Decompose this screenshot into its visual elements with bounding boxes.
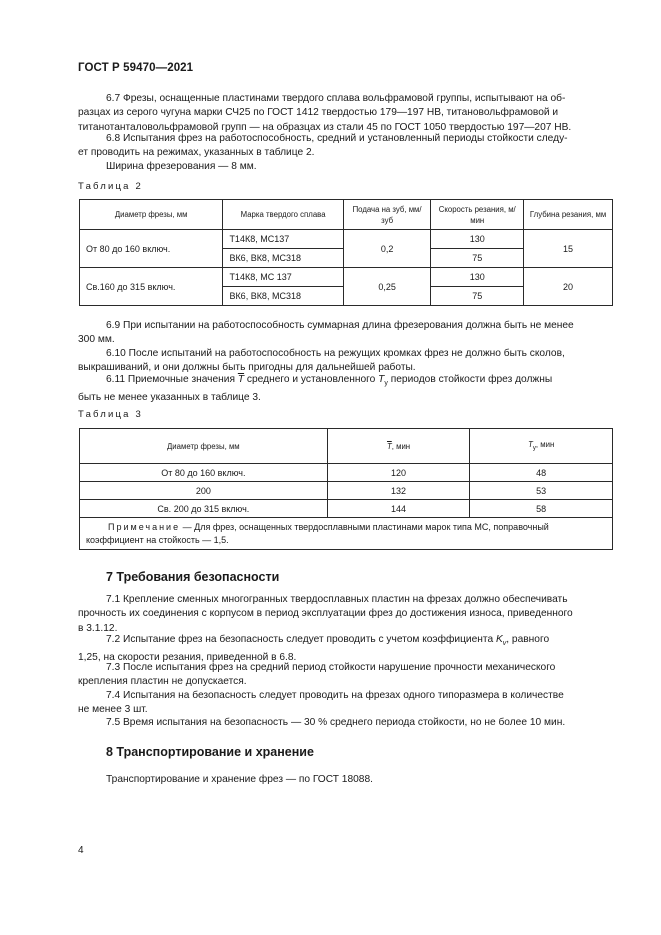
table-2 xyxy=(79,199,613,306)
cell-t-set: 58 xyxy=(470,500,613,518)
paragraph-6-9 xyxy=(78,319,616,348)
paragraph-7-4 xyxy=(78,689,616,718)
paragraph-line: не менее 3 шт. xyxy=(78,704,148,716)
cell-t-mean: 132 xyxy=(327,482,470,500)
cell-grade: ВК6, ВК8, МС318 xyxy=(223,249,343,268)
unit-label: , мин xyxy=(535,440,555,450)
cell-speed: 130 xyxy=(431,230,524,249)
table-header-row xyxy=(80,200,613,230)
section-8-heading: 8 Транспортирование и хранение xyxy=(106,745,314,759)
text-fragment: среднего и установленного xyxy=(246,374,376,385)
paragraph-6-10 xyxy=(78,347,616,376)
text-fragment: , равного xyxy=(506,634,550,645)
table-row xyxy=(80,482,613,500)
table-3 xyxy=(79,428,613,550)
table-note xyxy=(80,518,613,550)
unit-label: , мин xyxy=(391,441,411,451)
cell-depth: 15 xyxy=(524,230,613,268)
table-row xyxy=(80,230,613,249)
cell-t-set: 53 xyxy=(470,482,613,500)
note-text: — Для фрез, оснащенных твердосплавными пластинами марок типа МС, поправочный xyxy=(180,521,549,532)
paragraph-line xyxy=(78,373,616,391)
paragraph-6-7 xyxy=(78,92,616,135)
table-row xyxy=(80,500,613,518)
cell-speed: 75 xyxy=(431,287,524,306)
k-subscript: v xyxy=(502,640,507,648)
header-diameter: Диаметр фрезы, мм xyxy=(80,200,223,230)
note-text: коэффициент на стойкость — 1,5. xyxy=(86,534,229,545)
text-fragment: периодов стойкости фрез должны xyxy=(390,374,553,385)
paragraph-line: 7.5 Время испытания на безопасность — 30 % среднего периода стойкости, но не более 10 мин. xyxy=(106,717,566,728)
paragraph-7-1 xyxy=(78,593,616,636)
paragraph-line: Транспортирование и хранение фрез — по ГОСТ 18088. xyxy=(106,774,373,785)
cell-grade: Т14К8, МС137 xyxy=(223,230,343,249)
milling-width-text: Ширина фрезерования — 8 мм. xyxy=(106,161,257,172)
paragraph-line: титанотанталовольфрамовой групп — на образцах из стали 45 по ГОСТ 1050 твердостью 197—207 НВ. xyxy=(78,121,572,133)
paragraph-line: в 3.1.12. xyxy=(78,622,118,634)
paragraph-7-3 xyxy=(78,661,616,690)
paragraph-line: прочность их соединения с корпусом в период эксплуатации фрез до достижения износа, приведенного xyxy=(78,608,573,620)
header-feed: Подача на зуб, мм/зуб xyxy=(343,200,431,230)
note-label: Примечание xyxy=(108,521,181,532)
t-set-subscript: у xyxy=(384,380,388,388)
table-2-caption: Таблица 2 xyxy=(78,181,143,192)
paragraph-line: 1,25, на скорости резания, приведенной в 6.8. xyxy=(78,652,297,664)
table-header-row xyxy=(80,429,613,464)
table-note-row xyxy=(80,518,613,550)
paragraph-line: 6.10 После испытаний на работоспособность на режущих кромках фрез не должно быть сколов, xyxy=(106,348,565,359)
header-diameter: Диаметр фрезы, мм xyxy=(80,429,328,464)
t-set-symbol: T xyxy=(378,374,385,385)
paragraph-line: 6.7 Фрезы, оснащенные пластинами твердого сплава вольфрамовой группы, испытывают на об- xyxy=(106,93,566,104)
section-7-heading: 7 Требования безопасности xyxy=(106,570,280,584)
paragraph-6-11 xyxy=(78,373,616,406)
header-depth: Глубина резания, мм xyxy=(524,200,613,230)
paragraph-line: крепления пластин не допускается. xyxy=(78,676,247,688)
header-t-mean xyxy=(327,429,470,464)
cell-diameter: 200 xyxy=(80,482,328,500)
paragraph-6-8 xyxy=(78,132,616,161)
cell-grade: Т14К8, МС 137 xyxy=(223,268,343,287)
paragraph-line: 7.1 Крепление сменных многогранных твердосплавных пластин на фрезах должно обеспечивать xyxy=(106,594,568,605)
paragraph-line: 7.4 Испытания на безопасность следует проводить на фрезах одного типоразмера в количестве xyxy=(106,690,564,701)
paragraph-line: 6.9 При испытании на работоспособность суммарная длина фрезерования должна быть не менее xyxy=(106,320,574,331)
cell-t-mean: 144 xyxy=(327,500,470,518)
paragraph-line: выкрашиваний, и они должны быть пригодны для дальнейшей работы. xyxy=(78,362,416,374)
cell-speed: 130 xyxy=(431,268,524,287)
header-t-set xyxy=(470,429,613,464)
text-fragment: 6.11 Приемочные значения xyxy=(106,374,235,385)
k-coefficient-symbol: K xyxy=(495,634,503,645)
document-header: ГОСТ Р 59470—2021 xyxy=(78,62,194,74)
paragraph-line: быть не менее указанных в таблице 3. xyxy=(78,392,261,404)
paragraph-8 xyxy=(78,773,616,787)
paragraph-7-5 xyxy=(78,716,616,730)
header-speed: Скорость резания, м/мин xyxy=(431,200,524,230)
cell-grade: ВК6, ВК8, МС318 xyxy=(223,287,343,306)
cell-depth: 20 xyxy=(524,268,613,306)
cell-diameter: От 80 до 160 включ. xyxy=(80,464,328,482)
paragraph-line: 6.8 Испытания фрез на работоспособность, средний и установленный периоды стойкости следу- xyxy=(106,133,568,144)
table-row xyxy=(80,464,613,482)
t-mean-symbol: $\overline{T}$ xyxy=(237,374,245,385)
cell-feed: 0,25 xyxy=(343,268,431,306)
cell-t-mean: 120 xyxy=(327,464,470,482)
table-row xyxy=(80,268,613,287)
t-set-symbol: T xyxy=(528,440,533,450)
cell-speed: 75 xyxy=(431,249,524,268)
paragraph-line: 300 мм. xyxy=(78,334,115,346)
page-number: 4 xyxy=(78,845,84,856)
paragraph-line: разцах из серого чугуна марки СЧ25 по ГОСТ 1412 твердостью 179—197 НВ, титановольфрамовой и xyxy=(78,107,559,119)
t-mean-symbol: $\overline{T}$ xyxy=(386,441,392,451)
paragraph-line: 7.3 После испытания фрез на средний период стойкости нарушение прочности механического xyxy=(106,662,556,673)
paragraph-line: ет проводить на режимах, указанных в таблице 2. xyxy=(78,147,315,159)
cell-feed: 0,2 xyxy=(343,230,431,268)
header-grade: Марка твердого сплава xyxy=(223,200,343,230)
cell-diameter: От 80 до 160 включ. xyxy=(80,230,223,268)
cell-diameter: Св. 200 до 315 включ. xyxy=(80,500,328,518)
cell-t-set: 48 xyxy=(470,464,613,482)
cell-diameter: Св.160 до 315 включ. xyxy=(80,268,223,306)
paragraph-line xyxy=(78,633,616,651)
table-3-caption: Таблица 3 xyxy=(78,409,143,420)
t-set-subscript: у xyxy=(532,445,536,452)
text-fragment: 7.2 Испытание фрез на безопасность следует проводить с учетом коэффициента xyxy=(106,634,494,645)
